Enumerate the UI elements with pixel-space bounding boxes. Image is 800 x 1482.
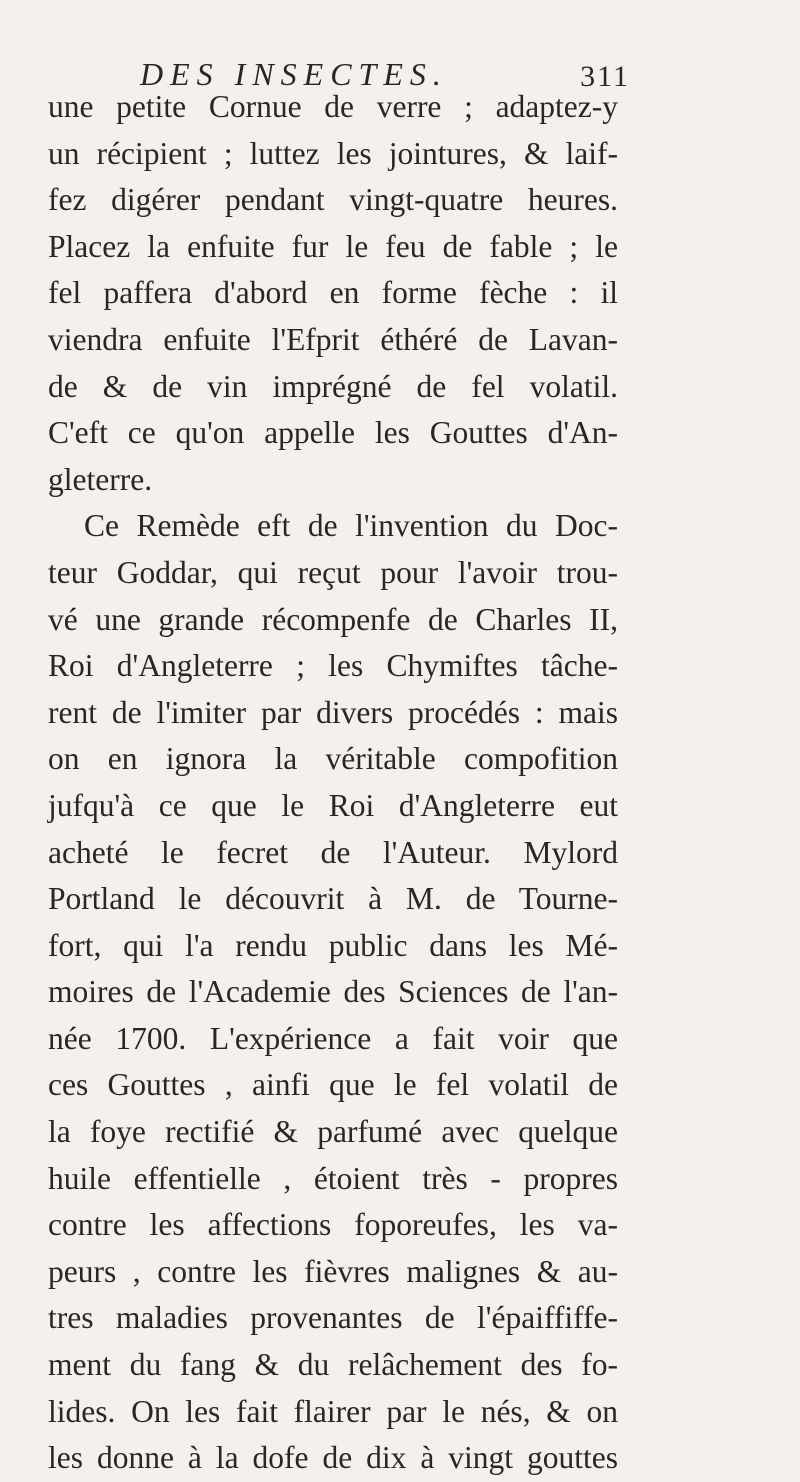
- text-segment: ,: [610, 601, 618, 637]
- text-line: [48, 364, 618, 411]
- italic-segment: Portland: [48, 881, 155, 917]
- text-segment: fel paffera d'abord en forme fèche : il: [48, 275, 618, 311]
- text-segment: teur: [48, 554, 117, 590]
- text-line: [48, 177, 618, 224]
- italic-segment: née: [48, 1020, 92, 1056]
- text-line: [48, 410, 618, 457]
- text-line: [48, 224, 618, 271]
- italic-segment: gleterre: [48, 461, 145, 497]
- text-segment: on en ignora la véritable compofition: [48, 741, 618, 777]
- text-segment: lides. On les fait flairer par le nés, & on: [48, 1393, 618, 1429]
- text-line: [48, 597, 618, 644]
- text-line: [48, 503, 618, 550]
- text-line: [48, 1295, 618, 1342]
- italic-segment: de Tourne-: [465, 881, 618, 917]
- text-line: [48, 84, 618, 131]
- italic-segment: Goddar: [116, 554, 210, 590]
- text-line: [48, 1062, 618, 1109]
- text-segment: jufqu'à ce que le Roi d'Angleterre eut: [48, 787, 618, 823]
- italic-segment: Charles II: [475, 601, 611, 637]
- text-segment: fez digérer pendant vingt-quatre heures.: [48, 182, 618, 218]
- text-segment: viendra enfuite l'Efprit éthéré de Lavan-: [48, 321, 618, 357]
- text-segment: 1700. L'expérience a fait voir que: [91, 1020, 618, 1056]
- text-line: [48, 317, 618, 364]
- text-line: [48, 1156, 618, 1203]
- text-segment: rent de l'imiter par divers procédés : mais: [48, 694, 618, 730]
- text-segment: ment du fang & du relâchement des fo-: [48, 1347, 618, 1383]
- text-line: [48, 131, 618, 178]
- text-segment: C'eft ce qu'on appelle les: [48, 415, 430, 451]
- text-line: [48, 1435, 618, 1482]
- italic-segment: moires de l'Academie des Sciences de l'an-: [48, 974, 618, 1010]
- text-segment: , qui reçut pour l'avoir trou-: [209, 554, 618, 590]
- text-line: [48, 550, 618, 597]
- text-segment: .: [144, 461, 153, 497]
- text-segment: Ce Remède eft de l'invention du Doc-: [84, 508, 618, 544]
- text-line: [48, 1389, 618, 1436]
- body-text: [48, 84, 618, 1482]
- text-line: [48, 1342, 618, 1389]
- text-line: [48, 969, 618, 1016]
- text-segment: ces Gouttes , ainfi que le fel volatil de: [48, 1067, 618, 1103]
- text-line: [48, 923, 618, 970]
- text-line: [48, 643, 618, 690]
- text-line: [48, 270, 618, 317]
- text-line: [48, 457, 618, 504]
- text-segment: acheté le fecret de l'Auteur. Mylord: [48, 834, 618, 870]
- text-segment: , qui l'a rendu public dans les: [93, 927, 566, 963]
- text-segment: une petite Cornue de verre ; adaptez-y: [48, 89, 618, 124]
- italic-segment: fort: [48, 927, 94, 963]
- text-segment: les donne à la dofe de dix à vingt gouttes: [48, 1440, 618, 1476]
- text-line: [48, 1202, 618, 1249]
- text-segment: de & de vin imprégné de fel volatil.: [48, 368, 618, 404]
- italic-segment: Gouttes d'An-: [429, 415, 618, 451]
- italic-segment: Mé-: [565, 927, 618, 963]
- text-segment: un récipient ; luttez les jointures, & laif-: [48, 135, 618, 171]
- text-line: [48, 1016, 618, 1063]
- text-segment: tres maladies provenantes de l'épaiffiffe-: [48, 1300, 618, 1336]
- text-segment: la foye rectifié & parfumé avec quelque: [48, 1114, 618, 1150]
- text-line: [48, 736, 618, 783]
- text-line: [48, 830, 618, 877]
- text-segment: Placez la enfuite fur le feu de fable ; le: [48, 228, 618, 264]
- text-segment: peurs , contre les fièvres malignes & au-: [48, 1253, 618, 1289]
- text-segment: contre les affections foporeufes, les va-: [48, 1207, 618, 1243]
- text-line: [48, 876, 618, 923]
- text-line: [48, 1249, 618, 1296]
- page-number: 311: [580, 60, 630, 93]
- text-segment: huile effentielle , étoient très - propres: [48, 1160, 618, 1196]
- text-line: [48, 690, 618, 737]
- running-title: DES INSECTES.: [140, 56, 448, 92]
- text-segment: le découvrit à M.: [154, 881, 466, 917]
- text-line: [48, 1109, 618, 1156]
- text-segment: Roi d'Angleterre ; les Chymiftes tâche-: [48, 648, 618, 684]
- text-segment: vé une grande récompenfe de: [48, 601, 476, 637]
- text-line: [48, 783, 618, 830]
